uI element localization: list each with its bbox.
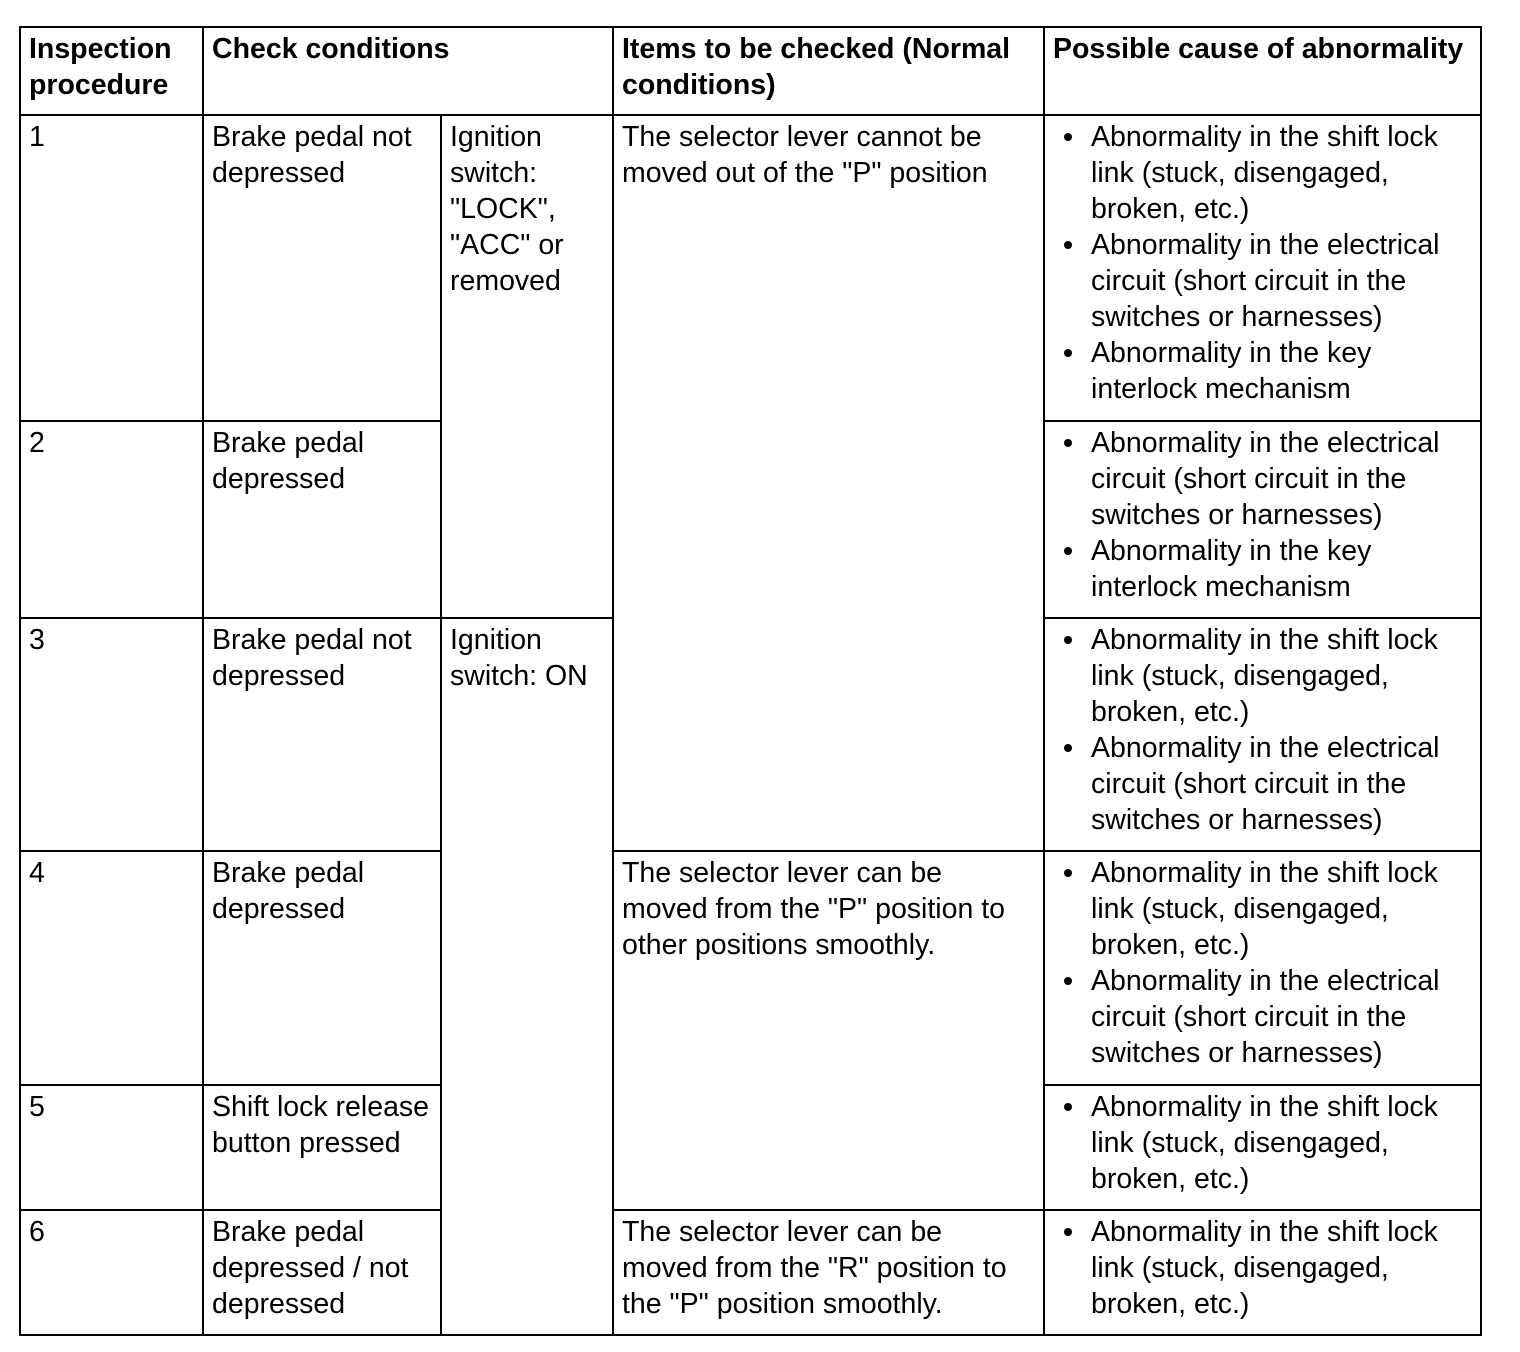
ignition-switch-lock-acc: Ignition switch: "LOCK", "ACC" or removed	[441, 115, 613, 618]
procedure-number: 1	[20, 115, 203, 421]
possible-causes-cell	[1044, 421, 1481, 618]
cause-item: Abnormality in the electrical circuit (short circuit in the switches or harnesses)	[1091, 227, 1472, 335]
possible-causes-cell	[1044, 115, 1481, 421]
procedure-number: 2	[20, 421, 203, 618]
table-row	[20, 851, 1481, 1085]
possible-causes-cell	[1044, 618, 1481, 851]
procedure-number: 5	[20, 1085, 203, 1210]
cause-item: Abnormality in the shift lock link (stuck, disengaged, broken, etc.)	[1091, 855, 1472, 963]
procedure-number: 3	[20, 618, 203, 851]
cause-item: Abnormality in the key interlock mechanism	[1091, 533, 1472, 605]
cause-list	[1053, 622, 1472, 838]
possible-causes-cell	[1044, 1210, 1481, 1335]
possible-causes-cell	[1044, 1085, 1481, 1210]
ignition-switch-on: Ignition switch: ON	[441, 618, 613, 1335]
check-condition: Brake pedal depressed	[203, 851, 441, 1085]
header-possible-cause: Possible cause of abnormality	[1044, 27, 1481, 115]
item-lever-moves-from-r: The selector lever can be moved from the "R" position to the "P" position smoothly.	[613, 1210, 1044, 1335]
inspection-table	[19, 26, 1482, 1336]
header-row	[20, 27, 1481, 115]
cause-item: Abnormality in the key interlock mechanism	[1091, 335, 1472, 407]
header-check-conditions: Check conditions	[203, 27, 613, 115]
table-row	[20, 1210, 1481, 1335]
cause-item: Abnormality in the shift lock link (stuck, disengaged, broken, etc.)	[1091, 1214, 1472, 1322]
cause-list	[1053, 855, 1472, 1071]
table-row	[20, 115, 1481, 421]
cause-item: Abnormality in the electrical circuit (short circuit in the switches or harnesses)	[1091, 730, 1472, 838]
cause-item: Abnormality in the electrical circuit (short circuit in the switches or harnesses)	[1091, 425, 1472, 533]
cause-item: Abnormality in the shift lock link (stuck, disengaged, broken, etc.)	[1091, 1089, 1472, 1197]
cause-item: Abnormality in the shift lock link (stuck, disengaged, broken, etc.)	[1091, 622, 1472, 730]
possible-causes-cell	[1044, 851, 1481, 1085]
cause-item: Abnormality in the electrical circuit (short circuit in the switches or harnesses)	[1091, 963, 1472, 1071]
procedure-number: 6	[20, 1210, 203, 1335]
check-condition: Brake pedal not depressed	[203, 618, 441, 851]
header-inspection-procedure: Inspection procedure	[20, 27, 203, 115]
cause-list	[1053, 1089, 1472, 1197]
cause-list	[1053, 425, 1472, 605]
item-lever-cannot-move-from-p: The selector lever cannot be moved out of the "P" position	[613, 115, 1044, 851]
check-condition: Brake pedal not depressed	[203, 115, 441, 421]
check-condition: Brake pedal depressed	[203, 421, 441, 618]
check-condition: Shift lock release button pressed	[203, 1085, 441, 1210]
check-condition: Brake pedal depressed / not depressed	[203, 1210, 441, 1335]
item-lever-moves-from-p: The selector lever can be moved from the "P" position to other positions smoothly.	[613, 851, 1044, 1210]
header-items-to-be-checked: Items to be checked (Normal conditions)	[613, 27, 1044, 115]
cause-list	[1053, 119, 1472, 407]
procedure-number: 4	[20, 851, 203, 1085]
cause-list	[1053, 1214, 1472, 1322]
cause-item: Abnormality in the shift lock link (stuck, disengaged, broken, etc.)	[1091, 119, 1472, 227]
